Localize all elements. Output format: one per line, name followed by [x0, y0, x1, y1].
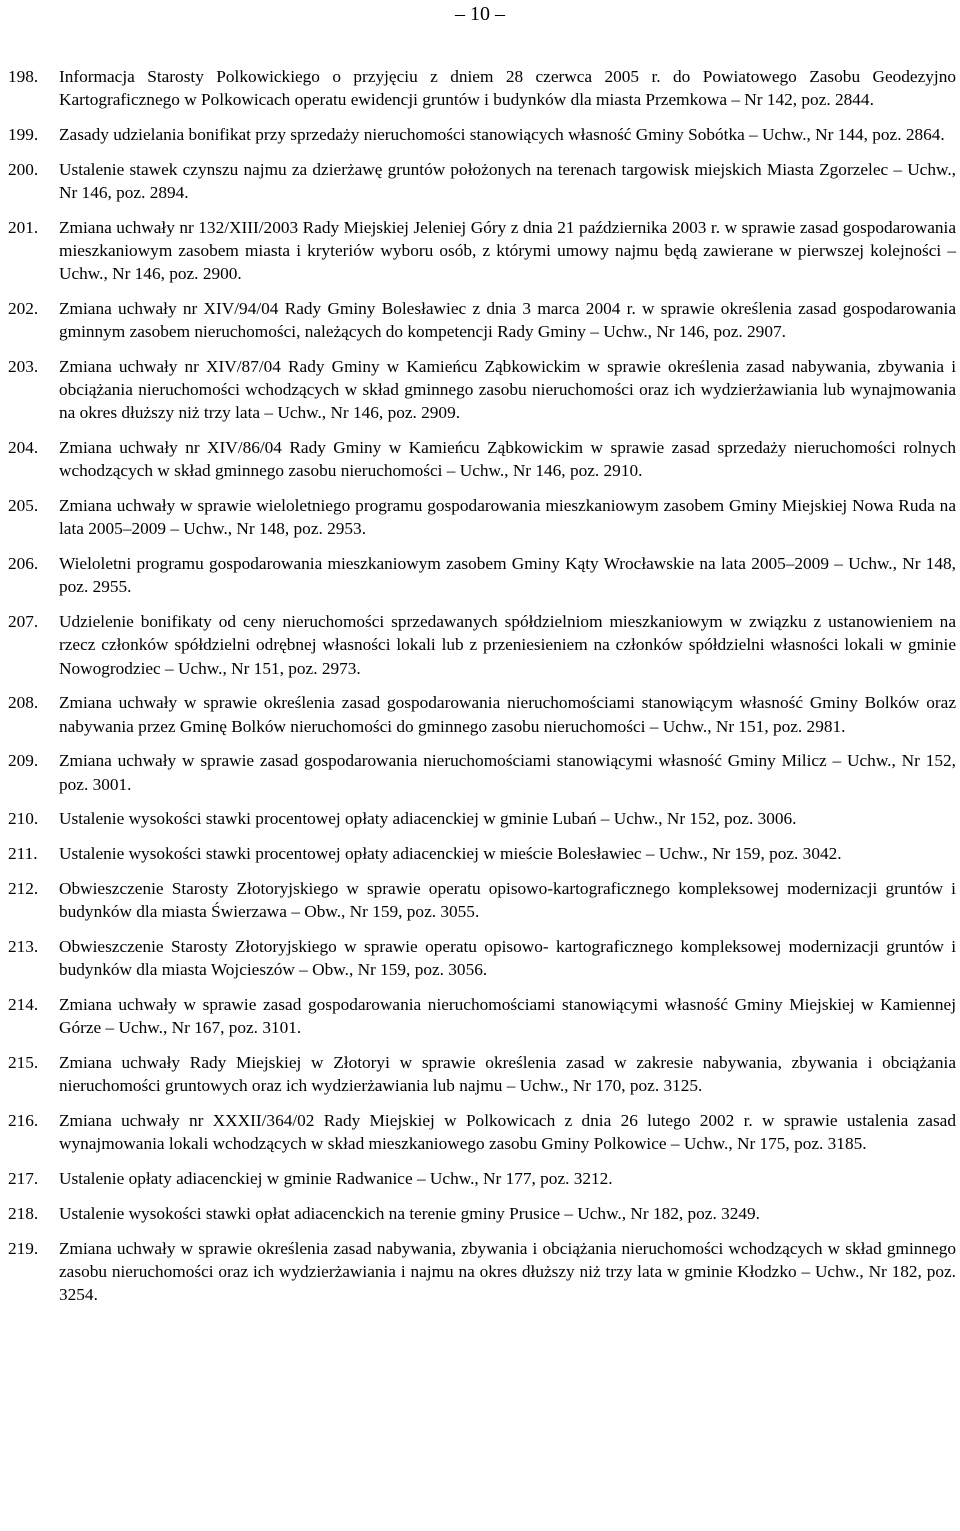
list-item: [8, 65, 956, 111]
list-item: [8, 1237, 956, 1307]
entry-text: Zmiana uchwały nr 132/XIII/2003 Rady Miejskiej Jeleniej Góry z dnia 21 października 2003 r. w sprawie zasad gospodarowania mieszkaniowym zasobem miasta i kryteriów wyboru osób, z którymi umowy najmu będą zawierane w pierwszej kolejności – Uchw., Nr 146, poz. 2900.: [59, 217, 956, 284]
list-item: [8, 993, 956, 1039]
list-item: [8, 158, 956, 204]
entry-text: Zmiana uchwały nr XIV/87/04 Rady Gminy w Kamieńcu Ząbkowickim w sprawie określenia zasad nabywania, zbywania i obciążania nieruchomości wchodzących w skład gminnego zasobu nieruchomości oraz ich wydzierżawiania lub wynajmowania na okres dłuższy niż trzy lata – Uchw., Nr 146, poz. 2909.: [59, 357, 956, 423]
list-item: [8, 1167, 956, 1190]
entry-text: Ustalenie wysokości stawki opłat adiacenckich na terenie gminy Prusice – Uchw., Nr 182, poz. 3249.: [59, 1203, 760, 1223]
entry-text: Ustalenie stawek czynszu najmu za dzierżawę gruntów położonych na terenach targowisk miejskich Miasta Zgorzelec – Uchw., Nr 146, poz. 2894.: [59, 159, 956, 202]
list-item: [8, 552, 956, 598]
list-item: [8, 691, 956, 737]
entry-number: 207.: [8, 612, 39, 632]
entry-number: 203.: [8, 357, 39, 376]
entry-number: 205.: [8, 496, 39, 516]
entry-text: Zmiana uchwały w sprawie określenia zasad gospodarowania nieruchomościami stanowiącym własność Gminy Bolków oraz nabywania przez Gminę Bolków nieruchomości do gminnego zasobu nieruchomości – Uchw., Nr 151, poz. 2981.: [59, 693, 956, 736]
entry-number: 201.: [8, 217, 39, 237]
entry-number: 218.: [8, 1203, 39, 1223]
entry-text: Ustalenie opłaty adiacenckiej w gminie Radwanice – Uchw., Nr 177, poz. 3212.: [59, 1169, 613, 1188]
list-item: [8, 749, 956, 795]
entry-number: 210.: [8, 809, 39, 829]
entry-number: 204.: [8, 438, 39, 458]
list-item: [8, 123, 956, 146]
entry-number: 198.: [8, 67, 39, 86]
entry-number: 209.: [8, 751, 39, 771]
list-item: [8, 807, 956, 830]
entry-number: 212.: [8, 879, 39, 898]
entry-text: Zasady udzielania bonifikat przy sprzedaży nieruchomości stanowiących własność Gminy Sobótka – Uchw., Nr 144, poz. 2864.: [59, 125, 945, 144]
list-item: [8, 216, 956, 286]
entry-number: 199.: [8, 125, 39, 144]
entry-text: Udzielenie bonifikaty od ceny nieruchomości sprzedawanych spółdzielniom mieszkaniowym w związku z ustanowieniem na rzecz członków spółdzielni odrębnej własności lokali lub z przeniesieniem na członków spółdzielni własności lokali w gminie Nowogrodziec – Uchw., Nr 151, poz. 2973.: [59, 612, 956, 678]
list-item: [8, 436, 956, 482]
entry-number: 211.: [8, 844, 38, 864]
list-item: [8, 1109, 956, 1155]
entry-text: Wieloletni programu gospodarowania mieszkaniowym zasobem Gminy Kąty Wrocławskie na lata 2005–2009 – Uchw., Nr 148, poz. 2955.: [59, 554, 956, 597]
list-item: [8, 842, 956, 865]
entry-number: 216.: [8, 1111, 39, 1130]
entry-number: 219.: [8, 1238, 39, 1258]
list-item: [8, 1202, 956, 1225]
entry-number: 208.: [8, 693, 39, 713]
entry-text: Zmiana uchwały w sprawie zasad gospodarowania nieruchomościami stanowiącymi własność Gminy Milicz – Uchw., Nr 152, poz. 3001.: [59, 751, 956, 794]
entry-text: Obwieszczenie Starosty Złotoryjskiego w sprawie operatu opisowo- kartograficznego kompleksowej modernizacji gruntów i budynków dla miasta Wojcieszów – Obw., Nr 159, poz. 3056.: [59, 937, 956, 980]
entry-list: [8, 65, 956, 1318]
entry-text: Zmiana uchwały w sprawie określenia zasad nabywania, zbywania i obciążania nieruchomości wchodzących w skład gminnego zasobu nieruchomości oraz ich wydzierżawiania i najmu na okres dłuższy niż trzy lata w gminie Kłodzko – Uchw., Nr 182, poz. 3254.: [59, 1238, 956, 1304]
entry-text: Zmiana uchwały nr XXXII/364/02 Rady Miejskiej w Polkowicach z dnia 26 lutego 2002 r. w sprawie ustalenia zasad wynajmowania lokali wchodzących w skład mieszkaniowego zasobu Gminy Polkowice – Uchw., Nr 175, poz. 3185.: [59, 1111, 956, 1154]
entry-number: 214.: [8, 995, 39, 1014]
page-number: – 10 –: [455, 3, 505, 25]
entry-text: Zmiana uchwały nr XIV/86/04 Rady Gminy w Kamieńcu Ząbkowickim w sprawie zasad sprzedaży nieruchomości rolnych wchodzących w skład gminnego zasobu nieruchomości – Uchw., Nr 146, poz. 2910.: [59, 438, 956, 481]
list-item: [8, 610, 956, 680]
entry-number: 200.: [8, 159, 39, 179]
entry-text: Ustalenie wysokości stawki procentowej opłaty adiacenckiej w gminie Lubań – Uchw., Nr 152, poz. 3006.: [59, 809, 797, 829]
entry-number: 206.: [8, 554, 39, 574]
entry-number: 217.: [8, 1169, 39, 1188]
entry-text: Ustalenie wysokości stawki procentowej opłaty adiacenckiej w mieście Bolesławiec – Uchw., Nr 159, poz. 3042.: [59, 844, 842, 864]
entry-text: Zmiana uchwały w sprawie zasad gospodarowania nieruchomościami stanowiącymi własność Gminy Miejskiej w Kamiennej Górze – Uchw., Nr 167, poz. 3101.: [59, 995, 956, 1038]
entry-text: Zmiana uchwały Rady Miejskiej w Złotoryi w sprawie określenia zasad w zakresie nabywania, zbywania i obciążania nieruchomości gruntowych oraz ich wydzierżawiania lub najmu – Uchw., Nr 170, poz. 3125.: [59, 1053, 956, 1096]
list-item: [8, 877, 956, 923]
entry-text: Obwieszczenie Starosty Złotoryjskiego w sprawie operatu opisowo-kartograficznego kompleksowej modernizacji gruntów i budynków dla miasta Świerzawa – Obw., Nr 159, poz. 3055.: [59, 879, 956, 922]
entry-number: 215.: [8, 1053, 39, 1072]
entry-number: 213.: [8, 937, 39, 956]
entry-text: Informacja Starosty Polkowickiego o przyjęciu z dniem 28 czerwca 2005 r. do Powiatowego Zasobu Geodezyjno Kartograficznego w Polkowicach operatu ewidencji gruntów i budynków dla miasta Przemkowa – Nr 142, poz. 2844.: [59, 67, 956, 110]
list-item: [8, 935, 956, 981]
list-item: [8, 494, 956, 540]
list-item: [8, 297, 956, 343]
entry-number: 202.: [8, 299, 39, 318]
list-item: [8, 1051, 956, 1097]
entry-text: Zmiana uchwały w sprawie wieloletniego programu gospodarowania mieszkaniowym zasobem Gminy Miejskiej Nowa Ruda na lata 2005–2009 – Uchw., Nr 148, poz. 2953.: [59, 496, 956, 539]
entry-text: Zmiana uchwały nr XIV/94/04 Rady Gminy Bolesławiec z dnia 3 marca 2004 r. w sprawie określenia zasad gospodarowania gminnym zasobem nieruchomości, należących do kompetencji Rady Gminy – Uchw., Nr 146, poz. 2907.: [59, 299, 956, 342]
list-item: [8, 355, 956, 425]
